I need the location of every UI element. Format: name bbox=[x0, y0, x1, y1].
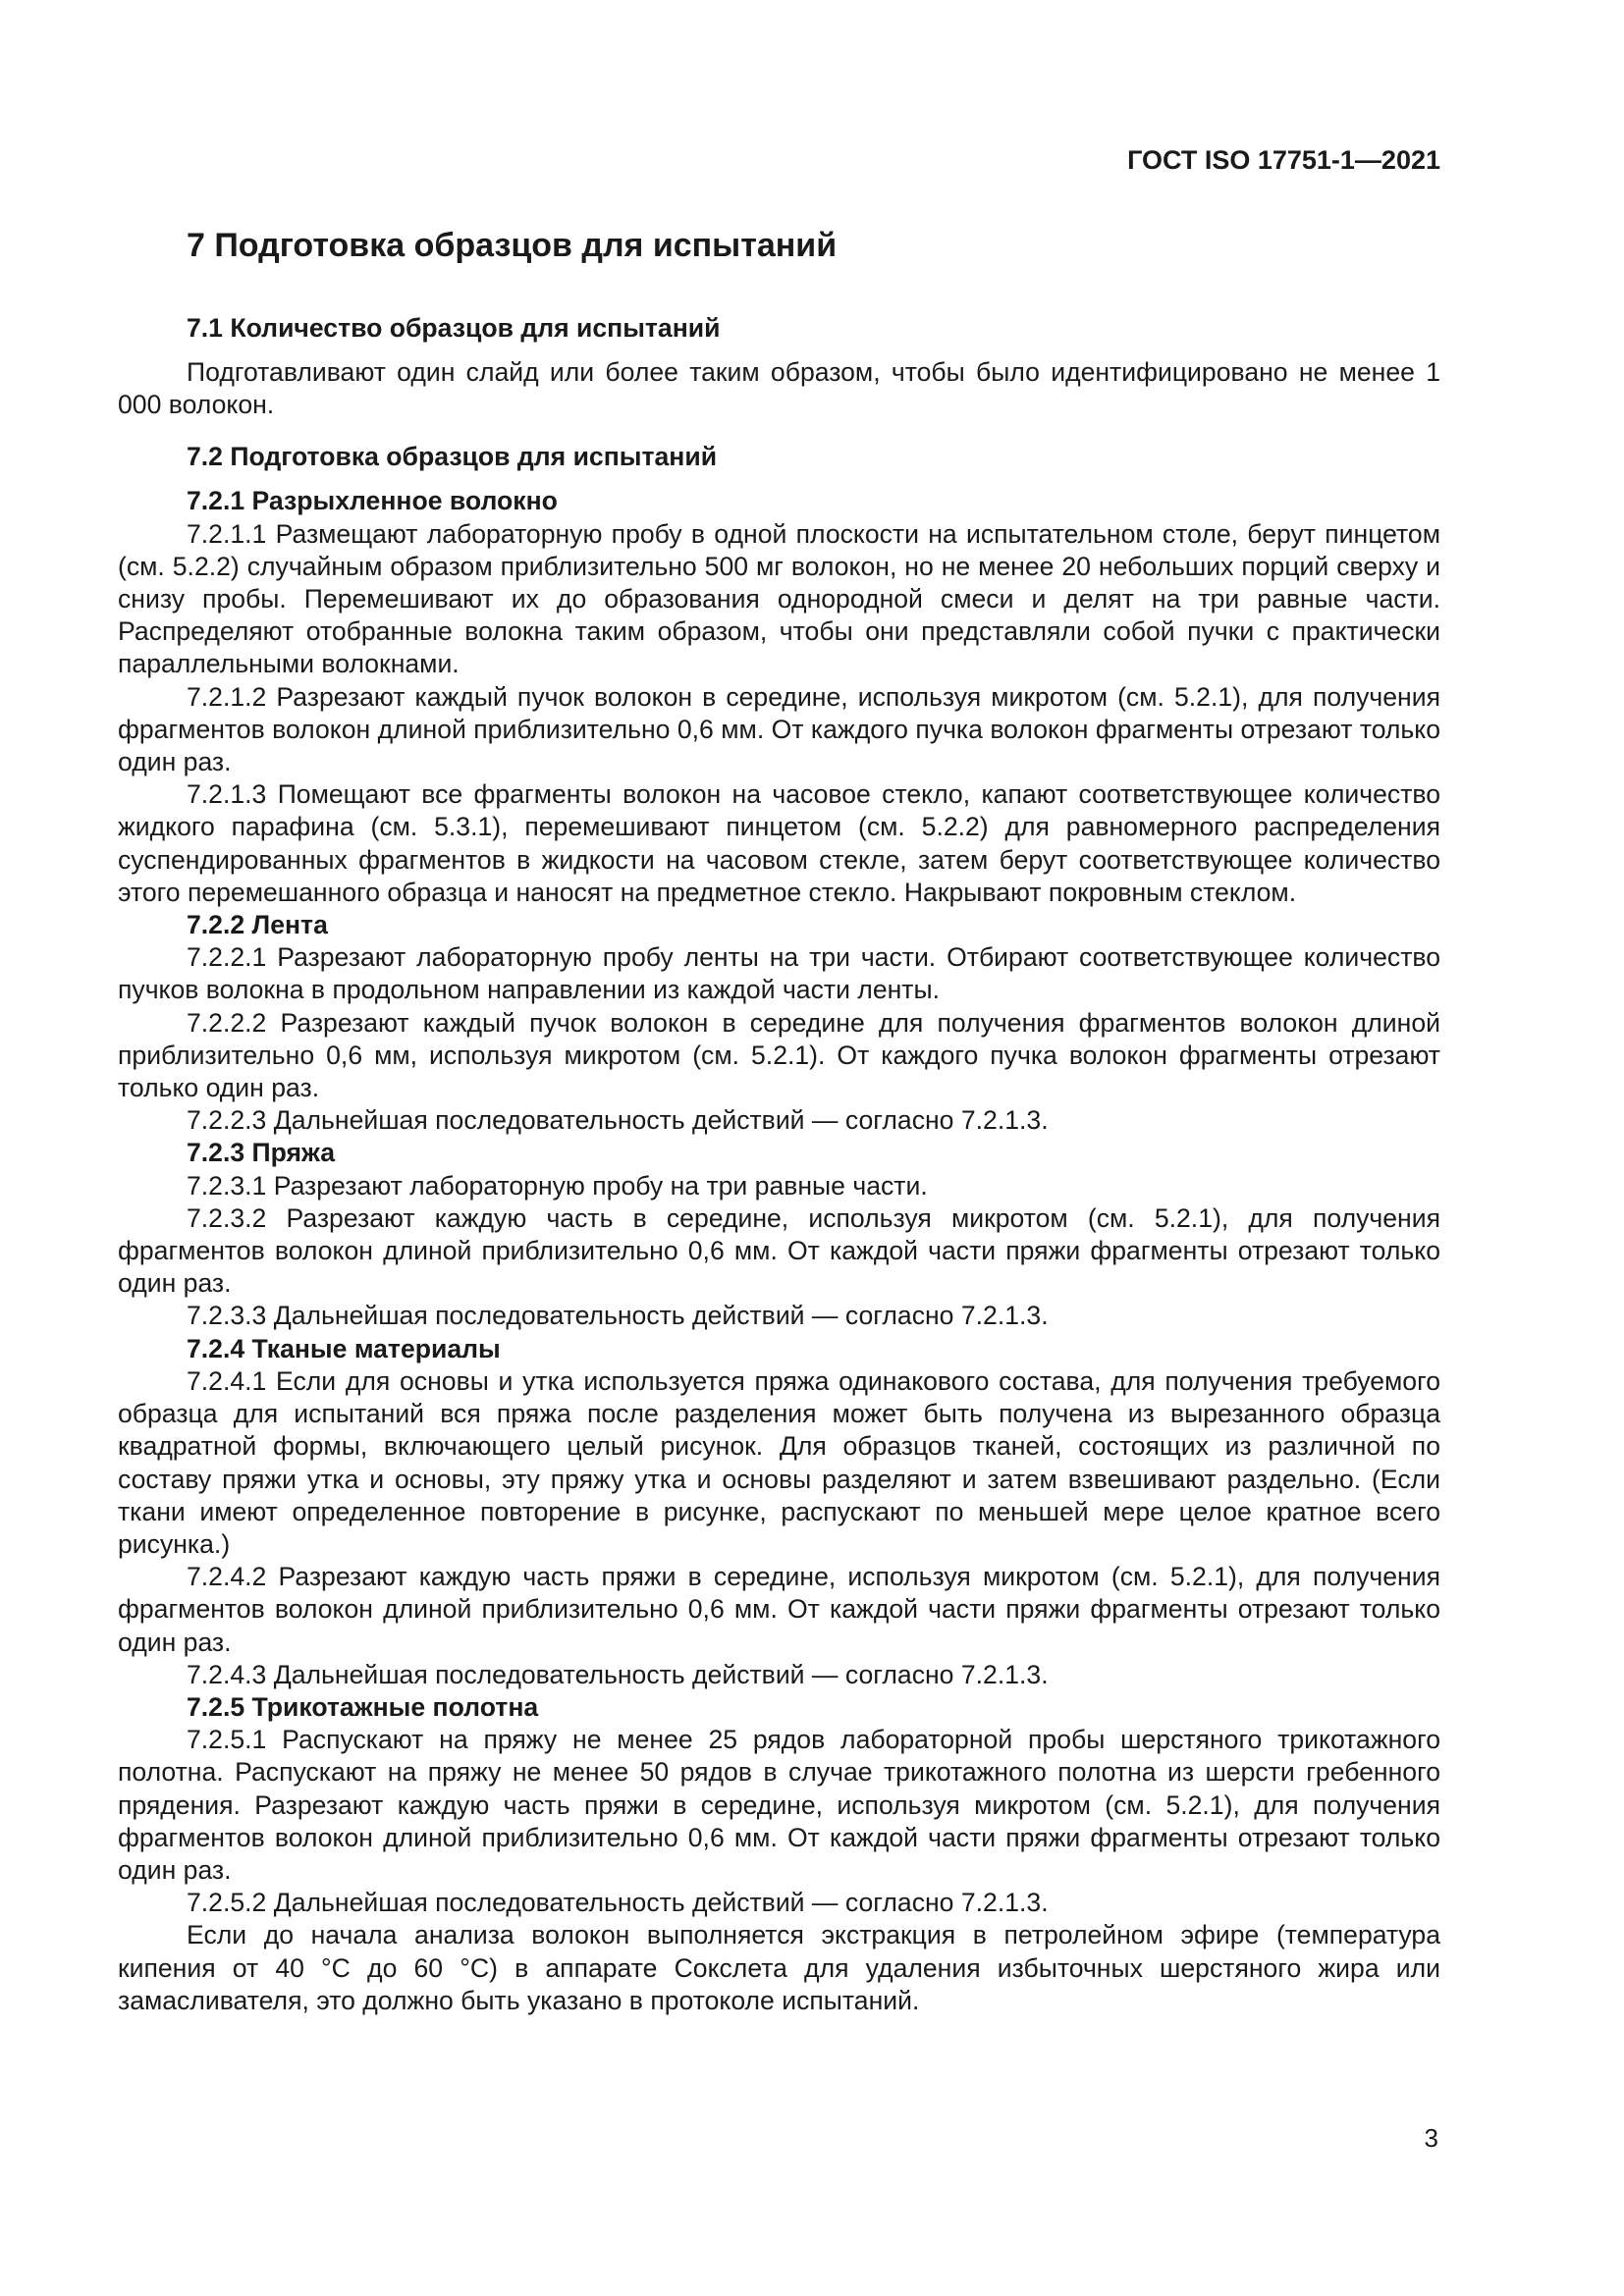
document-body bbox=[118, 226, 1440, 2017]
paragraph-7-2-5-1: 7.2.5.1 Распускают на пряжу не менее 25 рядов лабораторной пробы шерстяного трикотажного полотна. Распускают на пряжу не менее 50 рядов в случае трикотажного полотна из шерсти гребенного прядения. Разрезают каждую часть пряжи в середине, используя микротом (см. 5.2.1), для получения фрагментов волокон длиной приблизительно 0,6 мм. От каждой части пряжи фрагменты отрезают только один раз. bbox=[118, 1725, 1440, 1885]
subsection-7-2-title: 7.2 Подготовка образцов для испытаний bbox=[187, 442, 718, 472]
document-header: ГОСТ ISO 17751-1—2021 bbox=[1127, 145, 1440, 175]
paragraph-7-2-1-2: 7.2.1.2 Разрезают каждый пучок волокон в середине, используя микротом (см. 5.2.1), для получения фрагментов волокон длиной приблизительно 0,6 мм. От каждого пучка волокон фрагменты отрезают только один раз. bbox=[118, 681, 1440, 777]
clause-7-2-3-title: 7.2.3 Пряжа bbox=[187, 1138, 336, 1168]
paragraph-7-2-4-1: 7.2.4.1 Если для основы и утка используется пряжа одинакового состава, для получения требуемого образца для испытаний вся пряжа после разделения может быть получена из вырезанного образца квадратной формы, включающего целый рисунок. Для образцов тканей, состоящих из различной по составу пряжи утка и основы, эту пряжу утка и основы разделяют и затем взвешивают раздельно. (Если ткани имеют определенное повторение в рисунке, распускают по меньшей мере целое кратное всего рисунка.) bbox=[118, 1365, 1440, 1559]
paragraph-7-2-4-2: 7.2.4.2 Разрезают каждую часть пряжи в середине, используя микротом (см. 5.2.1), для получения фрагментов волокон длиной приблизительно 0,6 мм. От каждой части пряжи фрагменты отрезают только один раз. bbox=[118, 1562, 1440, 1657]
paragraph-7-2-3-1: 7.2.3.1 Разрезают лабораторную пробу на три равные части. bbox=[187, 1170, 928, 1201]
clause-7-2-1-title: 7.2.1 Разрыхленное волокно bbox=[187, 486, 558, 516]
paragraph-7-2-5-2: 7.2.5.2 Дальнейшая последовательность действий — согласно 7.2.1.3. bbox=[187, 1888, 1049, 1918]
paragraph-7-2-3-2: 7.2.3.2 Разрезают каждую часть в середине, используя микротом (см. 5.2.1), для получения фрагментов волокон длиной приблизительно 0,6 мм. От каждой части пряжи фрагменты отрезают только один раз. bbox=[118, 1202, 1440, 1299]
paragraph-7-1: Подготавливают один слайд или более таким образом, чтобы было идентифицировано не менее 1 000 волокон. bbox=[118, 357, 1440, 420]
clause-7-2-5-title: 7.2.5 Трикотажные полотна bbox=[187, 1691, 539, 1722]
paragraph-7-2-2-1: 7.2.2.1 Разрезают лабораторную пробу ленты на три части. Отбирают соответствующее количество пучков волокна в продольном направлении из каждой части ленты. bbox=[118, 942, 1440, 1005]
paragraph-7-2-2-2: 7.2.2.2 Разрезают каждый пучок волокон в середине для получения фрагментов волокон длиной приблизительно 0,6 мм, используя микротом (см. 5.2.1). От каждого пучка волокон фрагменты отрезают только один раз. bbox=[118, 1007, 1440, 1103]
paragraph-7-2-3-3: 7.2.3.3 Дальнейшая последовательность действий — согласно 7.2.1.3. bbox=[187, 1301, 1049, 1331]
clause-7-2-4-title: 7.2.4 Тканые материалы bbox=[187, 1333, 501, 1363]
paragraph-7-2-1-3: 7.2.1.3 Помещают все фрагменты волокон на часовое стекло, капают соответствующее количество жидкого парафина (см. 5.3.1), перемешивают пинцетом (см. 5.2.2) для равномерного распределения суспендированных фрагментов в жидкости на часовом стекле, затем берут соответствующее количество этого перемешанного образца и наносят на предметное стекло. Накрывают покровным стеклом. bbox=[118, 779, 1440, 907]
page-number: 3 bbox=[1424, 2123, 1438, 2153]
subsection-7-1-title: 7.1 Количество образцов для испытаний bbox=[187, 313, 721, 343]
section-title: 7 Подготовка образцов для испытаний bbox=[187, 227, 838, 264]
paragraph-7-2-1-1: 7.2.1.1 Размещают лабораторную пробу в одной плоскости на испытательном столе, берут пинцетом (см. 5.2.2) случайным образом приблизительно 500 мг волокон, но не менее 20 небольших порций сверху и снизу пробы. Перемешивают их до образования однородной смеси и делят на три равные части. Распределяют отобранные волокна таким образом, чтобы они представляли собой пучки с практически параллельными волокнами. bbox=[118, 518, 1440, 679]
paragraph-7-2-2-3: 7.2.2.3 Дальнейшая последовательность действий — согласно 7.2.1.3. bbox=[187, 1105, 1049, 1136]
clause-7-2-2-title: 7.2.2 Лента bbox=[187, 910, 328, 940]
paragraph-extraction-note: Если до начала анализа волокон выполняется экстракция в петролейном эфире (температура кипения от 40 °C до 60 °C) в аппарате Сокслета для удаления избыточных шерстяного жира или замасливателя, это должно быть указано в протоколе испытаний. bbox=[118, 1920, 1440, 2015]
paragraph-7-2-4-3: 7.2.4.3 Дальнейшая последовательность действий — согласно 7.2.1.3. bbox=[187, 1659, 1049, 1689]
